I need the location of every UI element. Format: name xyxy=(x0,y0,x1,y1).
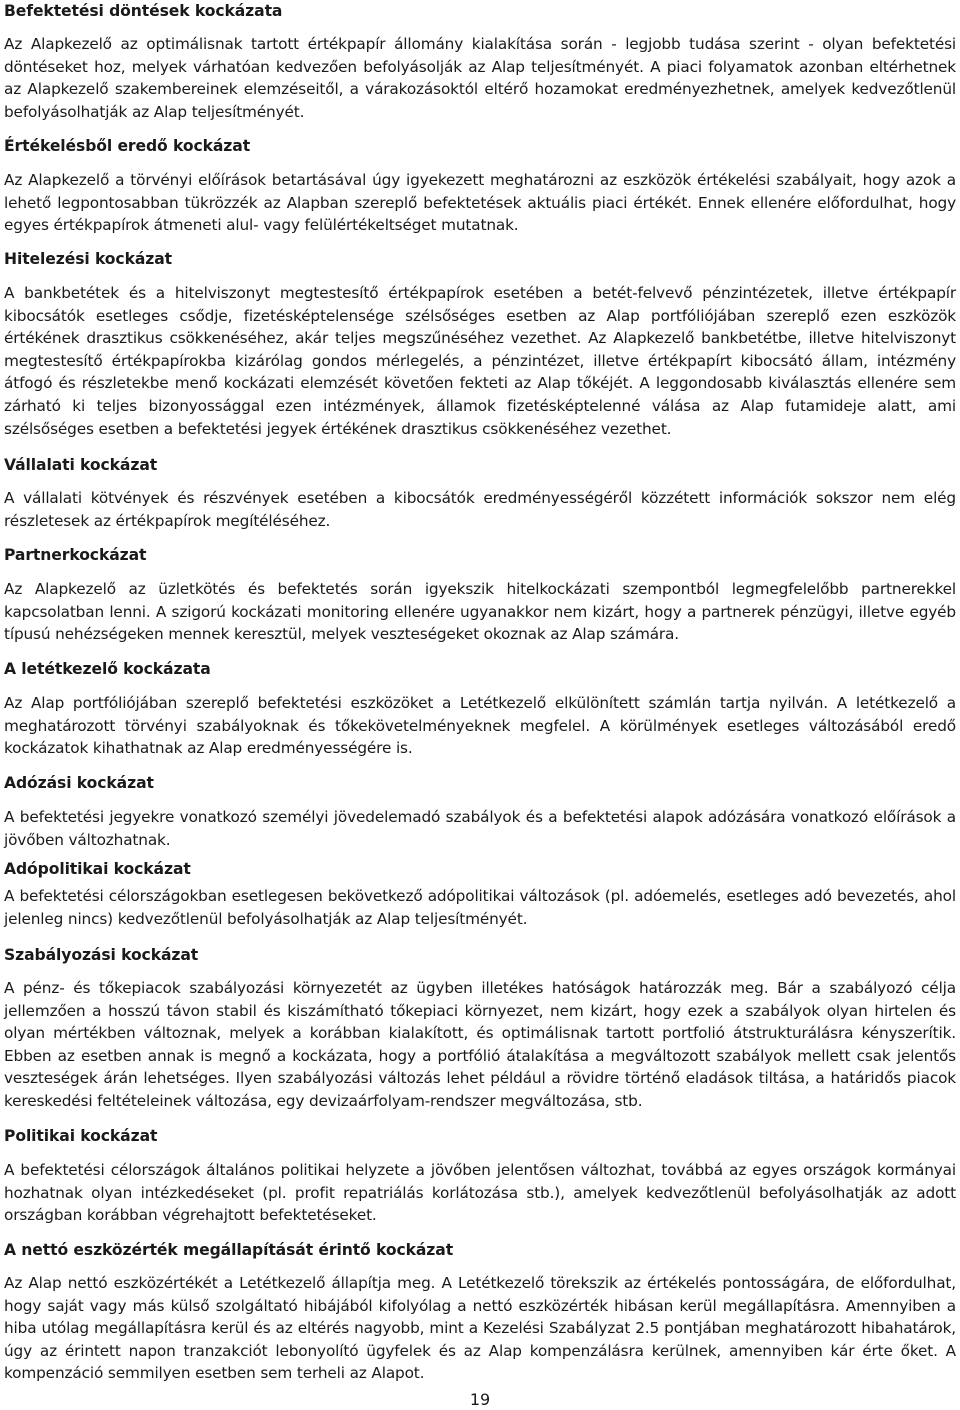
section-title-hitelezesi: Hitelezési kockázat xyxy=(4,250,173,268)
section-title-netto-eszkozertek: A nettó eszközérték megállapítását érintő kockázat xyxy=(4,1241,454,1259)
section-title-szabalyozasi: Szabályozási kockázat xyxy=(4,946,199,964)
section-paragraph-politikai: A befektetési célországok általános politikai helyzete a jövőben jelentősen változhat, továbbá az egyes országok kormányai hozhatnak olyan intézkedéseket (pl. profit repatriálás korlátozása stb.), amelyek kedvezőtlenül befolyásolhatják az adott országban korábban végrehajtott befektetéseket. xyxy=(4,1161,956,1225)
section-paragraph-hitelezesi: A bankbetétek és a hitelviszonyt megtestesítő értékpapírok esetében a betét-felvevő pénzintézetek, illetve értékpapír kibocsátók esetleges csődje, fizetésképtelensége szélsőséges esetben az Alap portfóliójában szereplő ezen eszközök értékének drasztikus csökkenéséhez, akár teljes megszűnéséhez vezethet. Az Alapkezelő bankbetétbe, illetve hitelviszonyt megtestesítő értékpapírokba kizárólag gondos mérlegelés, a pénzintézet, illetve értékpapírt kibocsátó állam, intézmény átfogó és részletekbe menő kockázati elemzését követően fekteti az Alap tőkéjét. A leggondosabb kiválasztás ellenére sem zárható ki teljes bizonyossággal ezen intézmények, államok fizetésképtelenné válása az Alap futamideje alatt, ami szélsőséges esetben a befektetési jegyek értékének drasztikus csökkenéséhez vezethet. xyxy=(4,284,956,438)
section-paragraph-letetkezelo: Az Alap portfóliójában szereplő befektetési eszközöket a Letétkezelő elkülönített számlán tartja nyilván. A letétkezelő a meghatározott törvényi szabályoknak és tőkekövetelményeknek megfelel. A körülmények esetleges változásából eredő kockázatok kihathatnak az Alap eredményességére is. xyxy=(4,694,956,758)
section-title-adozasi: Adózási kockázat xyxy=(4,774,154,792)
section-title-politikai: Politikai kockázat xyxy=(4,1127,158,1145)
section-paragraph-vallalati: A vállalati kötvények és részvények esetében a kibocsátók eredményességéről közzétett információk sokszor nem elég részletesek az értékpapírok megítéléséhez. xyxy=(4,489,956,530)
section-title-befektetesi: Befektetési döntések kockázata xyxy=(4,2,283,20)
page-number: 19 xyxy=(469,1390,491,1409)
section-paragraph-netto-eszkozertek: Az Alap nettó eszközértékét a Letétkezelő állapítja meg. A Letétkezelő törekszik az értékelés pontosságára, de előfordulhat, hogy saját vagy más külső szolgáltató hibájából kifolyólag a nettó eszközérték hibásan kerül megállapításra. Amennyiben a hiba utólag megállapításra kerül és az eltérés nagyobb, mint a Kezelési Szabályzat 2.5 pontjában meghatározott hibahatárok, úgy az érintett napon tranzakciót lebonyolító ügyfelek és az Alap kompenzálásra kerülnek, amennyiben kár érte őket. A kompenzáció semmilyen esetben sem terheli az Alapot. xyxy=(4,1274,956,1383)
section-paragraph-partner: Az Alapkezelő az üzletkötés és befektetés során igyekszik hitelkockázati szempontból legmegfelelőbb partnerekkel kapcsolatban lenni. A szigorú kockázati monitoring ellenére ugyanakkor nem kizárt, hogy a partnerek pénzügyi, illetve egyéb típusú nehézségeken mennek keresztül, melyek veszteségeket okoznak az Alap számára. xyxy=(4,580,956,644)
section-title-partner: Partnerkockázat xyxy=(4,546,147,564)
section-title-ertekeles: Értékelésből eredő kockázat xyxy=(4,137,251,155)
section-paragraph-szabalyozasi: A pénz- és tőkepiacok szabályozási környezetét az ügyben illetékes hatóságok határozzák meg. Bár a szabályozó célja jellemzően a hosszú távon stabil és kiszámítható tőkepiaci környezet, nem kizárt, hogy ezek a szabályok olyan hirtelen és olyan mértékben változnak, melyek a korábban kialakított, és optimálisnak tartott portfolió átstrukturálásra kényszerítik. Ebben az esetben annak is megnő a kockázata, hogy a portfólió átalakítása a megváltozott szabályok mellett csak jelentős veszteségek árán lehetséges. Ilyen szabályozási változás lehet például a rövidre történő eladások tiltása, a határidős piacok kereskedési feltételeinek változása, egy devizaárfolyam-rendszer megváltozása, stb. xyxy=(4,979,956,1110)
section-paragraph-adozasi: A befektetési jegyekre vonatkozó személyi jövedelemadó szabályok és a befektetési alapok adózására vonatkozó előírások a jövőben változhatnak. xyxy=(4,808,956,849)
section-title-letetkezelo: A letétkezelő kockázata xyxy=(4,660,211,678)
section-title-adopolitikai: Adópolitikai kockázat xyxy=(4,860,191,878)
section-paragraph-befektetesi: Az Alapkezelő az optimálisnak tartott értékpapír állomány kialakítása során - legjobb tudása szerint - olyan befektetési döntéseket hoz, melyek várhatóan kedvezően befolyásolják az Alap teljesítményét. A piaci folyamatok azonban eltérhetnek az Alapkezelő szakembereinek elemzéseitől, a várakozásoktól eltérő hozamokat eredményezhetnek, amelyek kedvezőtlenül befolyásolhatják az Alap teljesítményét. xyxy=(4,35,956,121)
section-paragraph-ertekeles: Az Alapkezelő a törvényi előírások betartásával úgy igyekezett meghatározni az eszközök értékelési szabályait, hogy azok a lehető legpontosabban tükrözzék az Alapban szereplő befektetések aktuális piaci értékét. Ennek ellenére előfordulhat, hogy egyes értékpapírok átmeneti alul- vagy felülértékeltséget mutatnak. xyxy=(4,171,956,235)
section-title-vallalati: Vállalati kockázat xyxy=(4,456,158,474)
section-paragraph-adopolitikai: A befektetési célországokban esetlegesen bekövetkező adópolitikai változások (pl. adóemelés, esetleges adó bevezetés, ahol jelenleg nincs) kedvezőtlenül befolyásolhatják az Alap teljesítményét. xyxy=(4,887,956,928)
